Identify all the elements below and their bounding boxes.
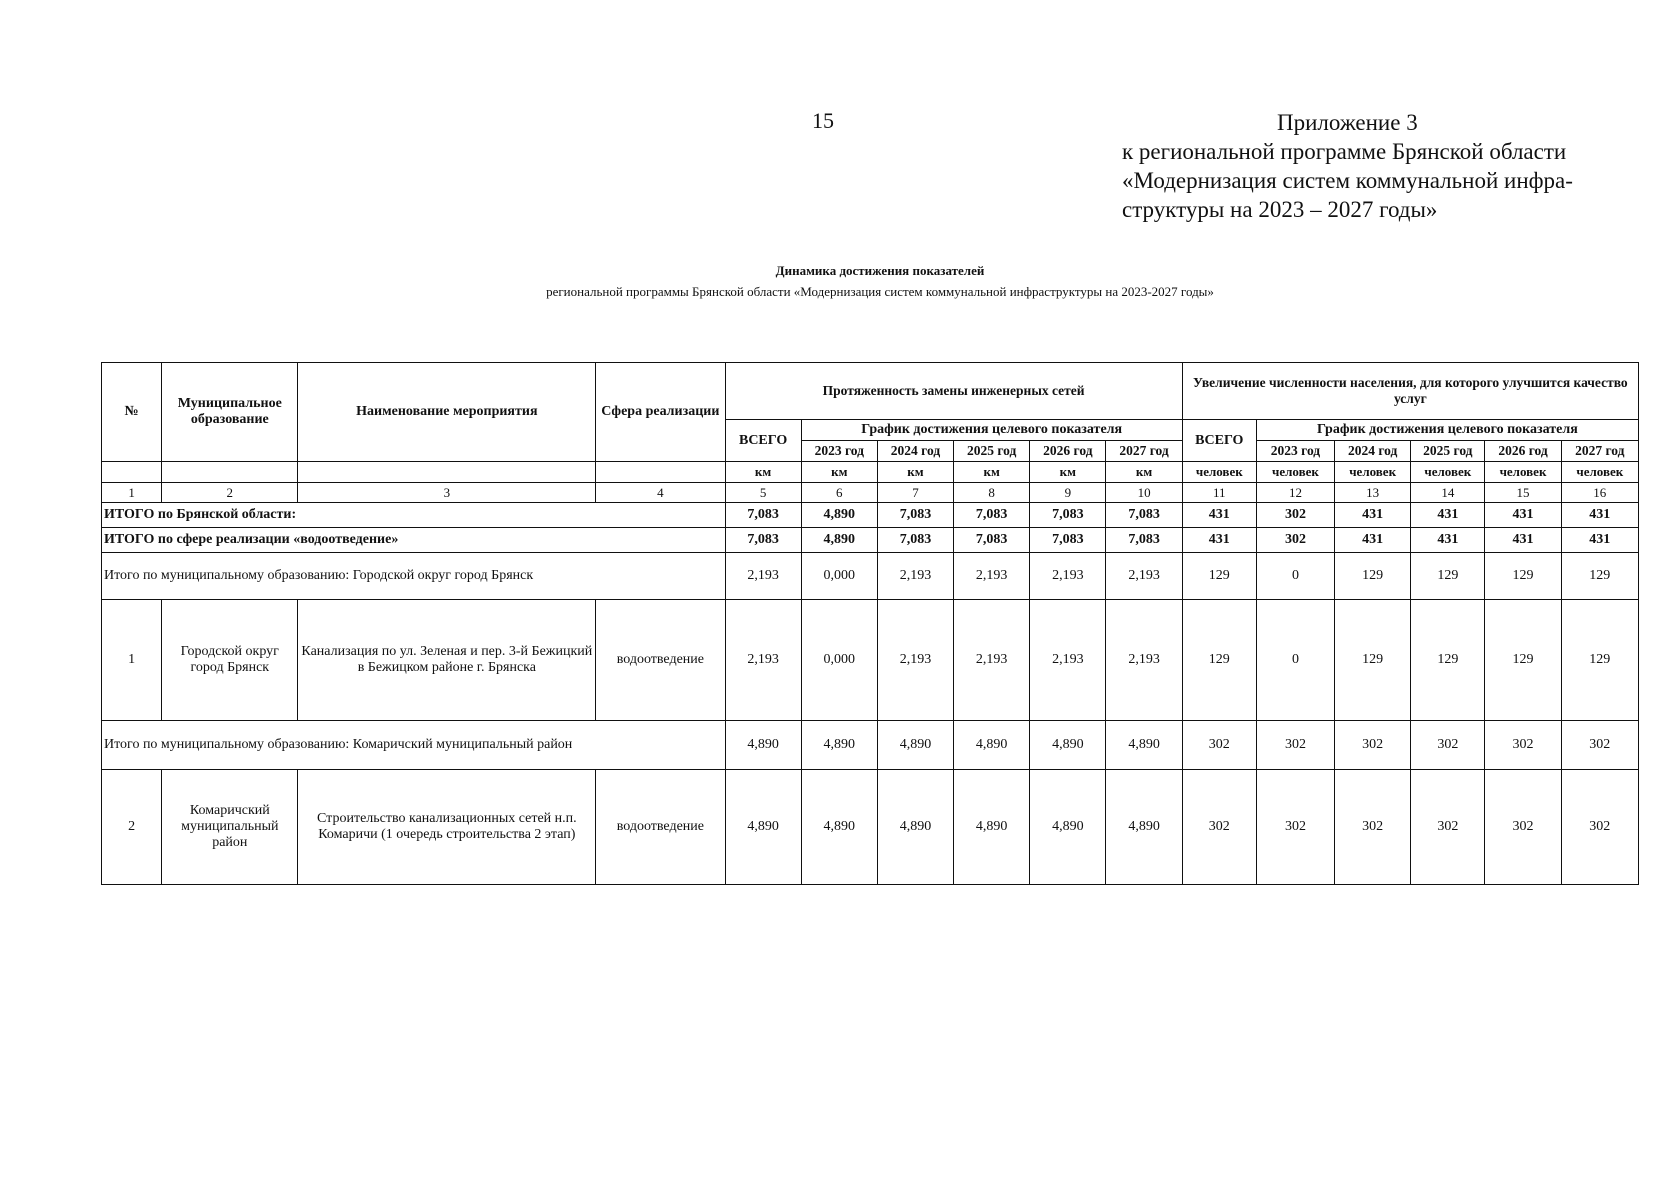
header-population-group: Увеличение численности населения, для которого улучшится качество услуг	[1182, 363, 1638, 420]
value-people: 129	[1485, 600, 1561, 721]
value-km: 4,890	[725, 721, 801, 770]
total-label: ИТОГО по сфере реализации «водоотведение»	[102, 528, 726, 553]
value-people: 431	[1335, 503, 1411, 528]
column-number: 10	[1106, 483, 1182, 503]
unit-km: км	[801, 462, 877, 483]
total-row	[102, 528, 1639, 553]
value-people: 431	[1561, 503, 1638, 528]
header-event: Наименование мероприятия	[298, 363, 596, 462]
column-number: 8	[954, 483, 1030, 503]
header-total-km: ВСЕГО	[725, 420, 801, 462]
value-km: 2,193	[877, 553, 953, 600]
unit-km: км	[1106, 462, 1182, 483]
value-people: 129	[1335, 553, 1411, 600]
value-people: 129	[1561, 600, 1638, 721]
appendix-header	[1122, 108, 1662, 224]
item-event: Канализация по ул. Зеленая и пер. 3-й Бежицкий в Бежицком районе г. Брянска	[298, 600, 596, 721]
value-people: 431	[1411, 503, 1485, 528]
value-km: 4,890	[1030, 770, 1106, 885]
value-people: 129	[1182, 600, 1256, 721]
header-network-group: Протяженность замены инженерных сетей	[725, 363, 1182, 420]
value-people: 431	[1335, 528, 1411, 553]
header-schedule-km: График достижения целевого показателя	[801, 420, 1182, 441]
value-people: 302	[1256, 528, 1334, 553]
value-people: 129	[1335, 600, 1411, 721]
unit-people: человек	[1335, 462, 1411, 483]
header-year: 2025 год	[1411, 441, 1485, 462]
item-municipality: Комаричский муниципальный район	[162, 770, 298, 885]
unit-people: человек	[1182, 462, 1256, 483]
value-people: 129	[1411, 553, 1485, 600]
value-people: 302	[1335, 721, 1411, 770]
header-year: 2023 год	[801, 441, 877, 462]
column-number: 9	[1030, 483, 1106, 503]
value-people: 431	[1485, 528, 1561, 553]
value-km: 7,083	[1030, 528, 1106, 553]
value-people: 0	[1256, 600, 1334, 721]
value-km: 2,193	[954, 553, 1030, 600]
column-number: 16	[1561, 483, 1638, 503]
header-year: 2024 год	[1335, 441, 1411, 462]
value-km: 2,193	[1030, 553, 1106, 600]
value-km: 7,083	[725, 528, 801, 553]
value-km: 7,083	[725, 503, 801, 528]
value-km: 4,890	[954, 721, 1030, 770]
value-km: 4,890	[801, 503, 877, 528]
value-km: 4,890	[877, 721, 953, 770]
column-numbers-row	[102, 483, 1639, 503]
header-spacer	[596, 462, 725, 483]
unit-people: человек	[1256, 462, 1334, 483]
header-total-people: ВСЕГО	[1182, 420, 1256, 462]
value-people: 302	[1561, 770, 1638, 885]
header-spacer	[102, 462, 162, 483]
value-people: 302	[1485, 770, 1561, 885]
unit-km: км	[725, 462, 801, 483]
column-number: 12	[1256, 483, 1334, 503]
unit-people: человек	[1561, 462, 1638, 483]
header-year: 2026 год	[1030, 441, 1106, 462]
table-row	[102, 770, 1639, 885]
item-num: 2	[102, 770, 162, 885]
column-number: 6	[801, 483, 877, 503]
header-spacer	[162, 462, 298, 483]
header-year: 2027 год	[1106, 441, 1182, 462]
total-row	[102, 503, 1639, 528]
value-people: 302	[1335, 770, 1411, 885]
value-people: 431	[1561, 528, 1638, 553]
value-people: 302	[1561, 721, 1638, 770]
column-number: 5	[725, 483, 801, 503]
header-sphere: Сфера реализации	[596, 363, 725, 462]
page-number: 15	[812, 108, 834, 133]
header-year: 2027 год	[1561, 441, 1638, 462]
column-number: 14	[1411, 483, 1485, 503]
value-km: 4,890	[801, 721, 877, 770]
column-number: 1	[102, 483, 162, 503]
unit-people: человек	[1485, 462, 1561, 483]
column-number: 11	[1182, 483, 1256, 503]
value-km: 7,083	[1106, 503, 1182, 528]
unit-km: км	[1030, 462, 1106, 483]
item-event: Строительство канализационных сетей н.п. Комаричи (1 очередь строительства 2 этап)	[298, 770, 596, 885]
header-num: №	[102, 363, 162, 462]
value-km: 0,000	[801, 553, 877, 600]
value-people: 129	[1182, 553, 1256, 600]
value-km: 7,083	[1106, 528, 1182, 553]
value-people: 431	[1182, 528, 1256, 553]
column-number: 7	[877, 483, 953, 503]
value-km: 4,890	[877, 770, 953, 885]
value-km: 4,890	[1030, 721, 1106, 770]
header-year: 2024 год	[877, 441, 953, 462]
value-people: 431	[1485, 503, 1561, 528]
value-km: 7,083	[954, 503, 1030, 528]
item-sphere: водоотведение	[596, 770, 725, 885]
subtotal-row	[102, 721, 1639, 770]
value-km: 4,890	[1106, 721, 1182, 770]
value-people: 302	[1256, 770, 1334, 885]
item-municipality: Городской округ город Брянск	[162, 600, 298, 721]
value-km: 7,083	[1030, 503, 1106, 528]
value-km: 4,890	[954, 770, 1030, 885]
value-people: 431	[1411, 528, 1485, 553]
header-spacer	[298, 462, 596, 483]
value-people: 302	[1256, 721, 1334, 770]
indicators-table	[101, 362, 1639, 885]
value-people: 302	[1411, 770, 1485, 885]
column-number: 15	[1485, 483, 1561, 503]
title-subline: региональной программы Брянской области «Модернизация систем коммунальной инфраструктуры на 2023-2027 годы»	[546, 284, 1214, 299]
value-km: 4,890	[801, 770, 877, 885]
total-label: ИТОГО по Брянской области:	[102, 503, 726, 528]
value-km: 4,890	[1106, 770, 1182, 885]
appendix-line: «Модернизация систем коммунальной инфра-	[1122, 168, 1573, 193]
header-year: 2025 год	[954, 441, 1030, 462]
value-people: 302	[1182, 721, 1256, 770]
value-km: 2,193	[954, 600, 1030, 721]
value-km: 2,193	[725, 600, 801, 721]
appendix-line: к региональной программе Брянской области	[1122, 139, 1567, 164]
item-sphere: водоотведение	[596, 600, 725, 721]
value-people: 129	[1485, 553, 1561, 600]
appendix-line: структуры на 2023 – 2027 годы»	[1122, 197, 1438, 222]
column-number: 4	[596, 483, 725, 503]
value-km: 7,083	[877, 503, 953, 528]
subtotal-label: Итого по муниципальному образованию: Городской округ город Брянск	[102, 553, 726, 600]
unit-km: км	[877, 462, 953, 483]
value-km: 2,193	[1106, 553, 1182, 600]
document-title	[380, 260, 1380, 302]
value-people: 302	[1256, 503, 1334, 528]
appendix-line: Приложение 3	[1277, 110, 1418, 135]
value-km: 2,193	[877, 600, 953, 721]
value-people: 431	[1182, 503, 1256, 528]
value-km: 0,000	[801, 600, 877, 721]
subtotal-label: Итого по муниципальному образованию: Комаричский муниципальный район	[102, 721, 726, 770]
table-row	[102, 600, 1639, 721]
value-km: 7,083	[877, 528, 953, 553]
value-km: 4,890	[725, 770, 801, 885]
header-schedule-people: График достижения целевого показателя	[1256, 420, 1638, 441]
title-line: Динамика достижения показателей	[775, 263, 985, 278]
value-people: 302	[1182, 770, 1256, 885]
header-year: 2023 год	[1256, 441, 1334, 462]
column-number: 2	[162, 483, 298, 503]
value-km: 2,193	[1106, 600, 1182, 721]
value-people: 129	[1561, 553, 1638, 600]
value-people: 302	[1485, 721, 1561, 770]
header-municipality: Муниципальное образование	[162, 363, 298, 462]
value-people: 0	[1256, 553, 1334, 600]
column-number: 13	[1335, 483, 1411, 503]
header-year: 2026 год	[1485, 441, 1561, 462]
unit-people: человек	[1411, 462, 1485, 483]
value-km: 2,193	[725, 553, 801, 600]
value-km: 4,890	[801, 528, 877, 553]
column-number: 3	[298, 483, 596, 503]
value-km: 2,193	[1030, 600, 1106, 721]
value-people: 129	[1411, 600, 1485, 721]
value-km: 7,083	[954, 528, 1030, 553]
subtotal-row	[102, 553, 1639, 600]
unit-km: км	[954, 462, 1030, 483]
value-people: 302	[1411, 721, 1485, 770]
item-num: 1	[102, 600, 162, 721]
